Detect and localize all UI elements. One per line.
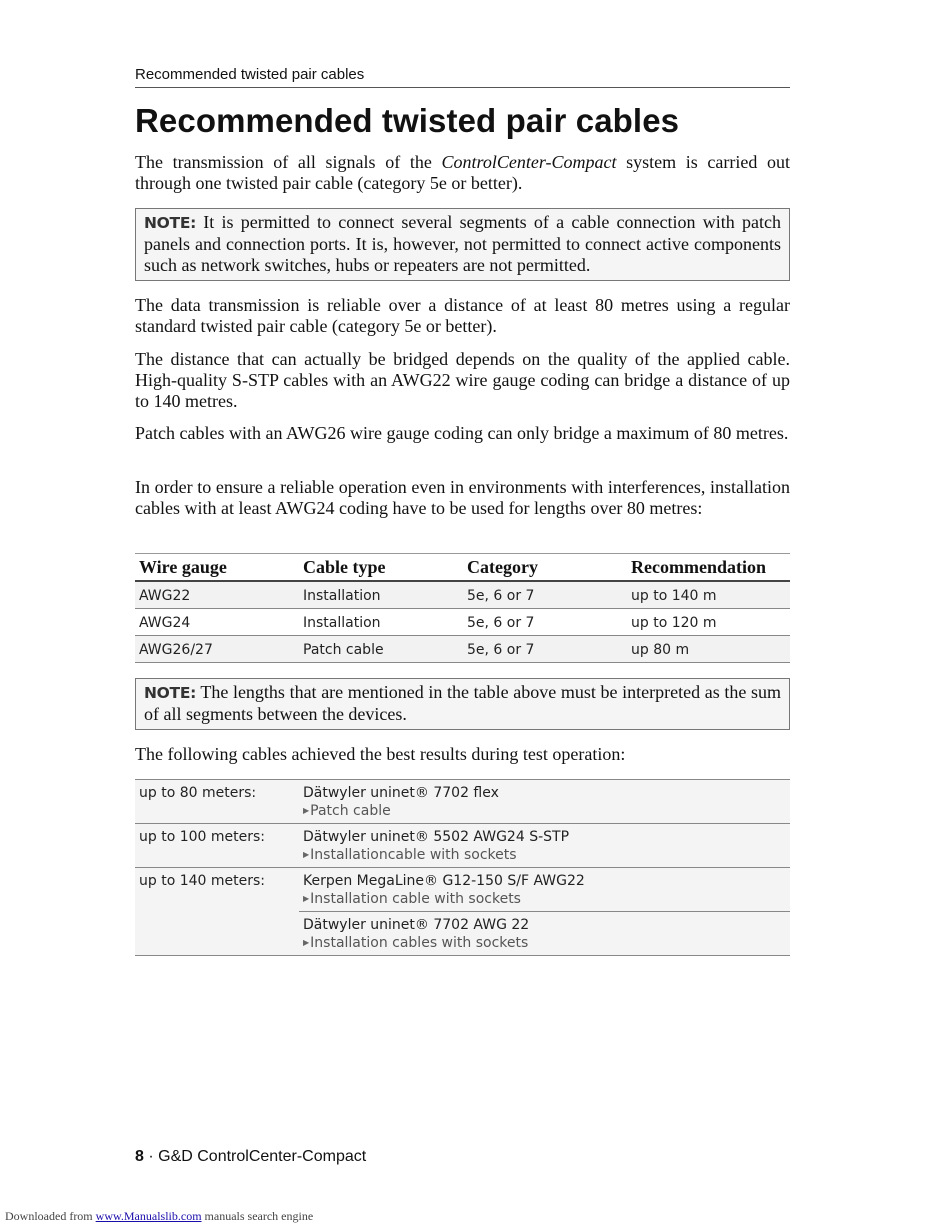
product-description <box>303 890 786 908</box>
paragraph-text: In order to ensure a reliable operation even in environments with interferences, installation cables with at least AWG24 coding have to be used for lengths over 80 metres: <box>135 477 790 518</box>
product-name: Dätwyler uninet® 7702 flex <box>303 785 499 801</box>
paragraph-distance <box>135 295 790 337</box>
column-header: Wire gauge <box>135 554 299 582</box>
table-row <box>135 581 790 609</box>
cables-table <box>135 779 790 956</box>
table-cell: Installation <box>299 609 463 636</box>
page-footer <box>135 1148 366 1166</box>
note-text: The lengths that are mentioned in the table above must be interpreted as the sum of all segments between the devices. <box>144 682 781 724</box>
product-description-text: Installation cables with sockets <box>310 935 529 951</box>
download-suffix: manuals search engine <box>201 1209 314 1223</box>
product-description-text: Installation cable with sockets <box>310 891 521 907</box>
paragraph-interference <box>135 477 790 519</box>
note-label: NOTE: <box>144 214 197 232</box>
note-text: It is permitted to connect several segments of a cable connection with patch panels and connection ports. It is, however, not permitted to connect active components such as network switches, hubs or repeaters are not permitted. <box>144 212 781 275</box>
column-header: Recommendation <box>627 554 790 582</box>
paragraph-text: The following cables achieved the best results during test operation: <box>135 744 626 764</box>
download-prefix: Downloaded from <box>5 1209 96 1223</box>
table-cell: Patch cable <box>299 636 463 663</box>
paragraph-text: Patch cables with an AWG26 wire gauge coding can only bridge a maximum of 80 metres. <box>135 423 789 443</box>
page-number: 8 <box>135 1148 144 1165</box>
bullet-triangle-icon: ▶ <box>303 806 310 815</box>
column-header: Cable type <box>299 554 463 582</box>
product-name: Kerpen MegaLine® G12-150 S/F AWG22 <box>303 873 585 889</box>
table-cell: 5e, 6 or 7 <box>463 636 627 663</box>
table-header-row <box>135 554 790 582</box>
page-title: Recommended twisted pair cables <box>135 102 680 139</box>
range-cell: up to 80 meters: <box>135 780 299 824</box>
running-head: Recommended twisted pair cables <box>135 66 790 88</box>
table-cell: AWG24 <box>135 609 299 636</box>
intro-before: The transmission of all signals of the <box>135 152 442 172</box>
product-description <box>303 934 786 952</box>
product-cell <box>299 780 790 824</box>
table-row <box>135 780 790 824</box>
product-description-text: Patch cable <box>310 803 391 819</box>
range-cell: up to 100 meters: <box>135 824 299 868</box>
range-cell: up to 140 meters: <box>135 868 299 956</box>
manualslib-link[interactable]: www.Manualslib.com <box>95 1209 202 1223</box>
product-cell <box>299 824 790 868</box>
paragraph-test-results <box>135 744 790 765</box>
table-cell: up to 140 m <box>627 581 790 609</box>
table-cell: 5e, 6 or 7 <box>463 581 627 609</box>
intro-paragraph <box>135 152 790 194</box>
product-name: Dätwyler uninet® 7702 AWG 22 <box>303 917 530 933</box>
wire-gauge-table <box>135 553 790 663</box>
table-cell: 5e, 6 or 7 <box>463 609 627 636</box>
table-cell: up 80 m <box>627 636 790 663</box>
bullet-triangle-icon: ▶ <box>303 938 310 947</box>
note-box-1 <box>135 208 790 281</box>
paragraph-text: The distance that can actually be bridged depends on the quality of the applied cable. High-quality S-STP cables with an AWG22 wire gauge coding can bridge a distance of up to 140 metres. <box>135 349 790 411</box>
product-description-text: Installationcable with sockets <box>310 847 517 863</box>
intro-product: ControlCenter-Compact <box>441 152 617 172</box>
table-row <box>135 868 790 912</box>
footer-separator: · <box>143 1148 159 1165</box>
table-cell: AWG22 <box>135 581 299 609</box>
paragraph-quality <box>135 349 790 412</box>
bullet-triangle-icon: ▶ <box>303 894 310 903</box>
product-cell <box>299 912 790 956</box>
column-header: Category <box>463 554 627 582</box>
table-row <box>135 636 790 663</box>
bullet-triangle-icon: ▶ <box>303 850 310 859</box>
table-cell: Installation <box>299 581 463 609</box>
table-row <box>135 609 790 636</box>
table-cell: AWG26/27 <box>135 636 299 663</box>
table-row <box>135 824 790 868</box>
product-name: Dätwyler uninet® 5502 AWG24 S-STP <box>303 829 570 845</box>
paragraph-text: The data transmission is reliable over a distance of at least 80 metres using a regular standard twisted pair cable (category 5e or better). <box>135 295 790 336</box>
product-description <box>303 802 786 820</box>
product-description <box>303 846 786 864</box>
table-cell: up to 120 m <box>627 609 790 636</box>
intro-after: system is carried out through one twisted pair cable (category 5e or better). <box>135 152 790 193</box>
footer-title: G&D ControlCenter-Compact <box>158 1148 367 1165</box>
note-label: NOTE: <box>144 684 197 702</box>
note-box-2 <box>135 678 790 730</box>
paragraph-patch <box>135 423 790 444</box>
download-note <box>5 1209 313 1224</box>
product-cell <box>299 868 790 912</box>
